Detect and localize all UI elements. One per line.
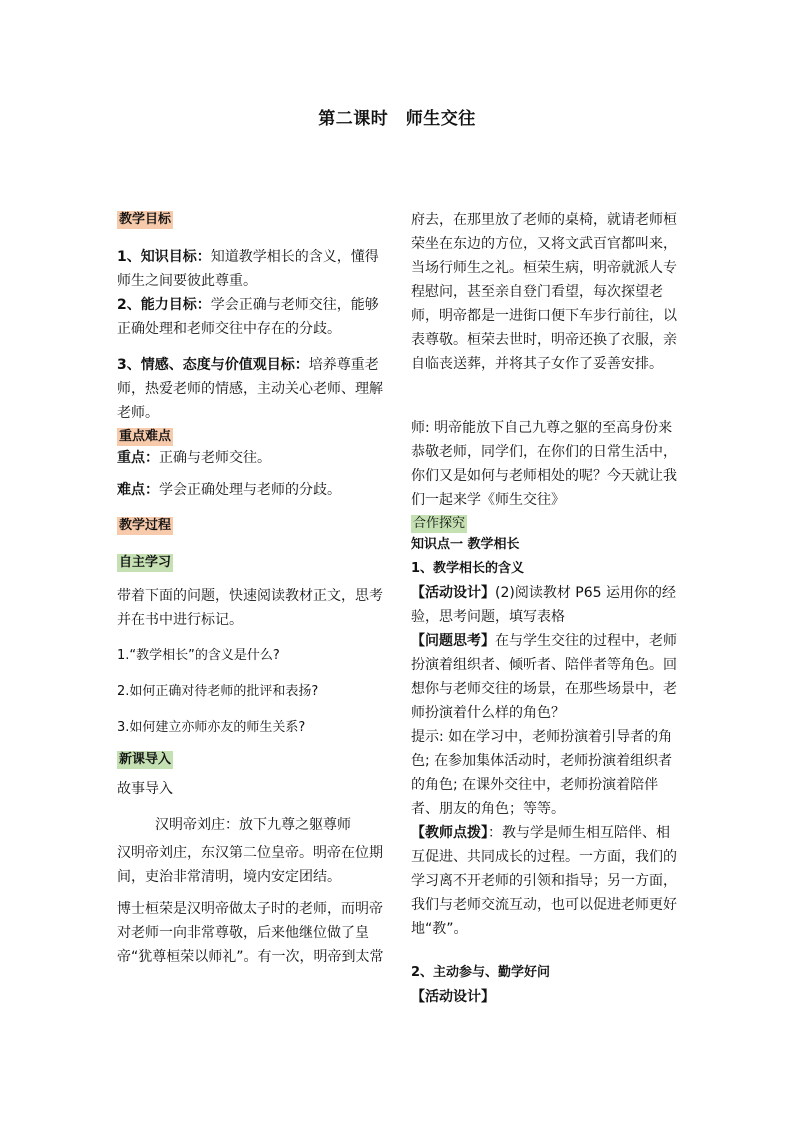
question-1: 1.“教学相长”的含义是什么? bbox=[117, 648, 280, 663]
activity-design-text: (2)阅读教材 P65 运用你的经验，思考问题，填写表格 bbox=[411, 585, 676, 625]
right-column bbox=[411, 208, 683, 1009]
goal-knowledge bbox=[117, 245, 389, 293]
section-heading-goals: 教学目标 bbox=[119, 212, 172, 227]
difficult-point bbox=[117, 478, 389, 502]
section-heading-process: 教学过程 bbox=[119, 518, 172, 533]
teacher-speech: 师: 明帝能放下自己九尊之躯的至高身份来恭敬老师，同学们，在你们的日常生活中，你们又是如何与老师相处的呢？今天就让我们一起来学《师生交往》 bbox=[411, 420, 677, 508]
question-2: 2.如何正确对待老师的批评和表扬? bbox=[117, 684, 319, 699]
knowledge-point-1: 知识点一 教学相长 bbox=[411, 537, 520, 552]
story-paragraph-1: 汉明帝刘庄，东汉第二位皇帝。明帝在位期间，吏治非常清明，境内安定团结。 bbox=[117, 845, 383, 885]
story-intro: 故事导入 bbox=[117, 781, 173, 797]
goal-knowledge-label: 1、知识目标： bbox=[117, 249, 211, 265]
hint-text: 提示: 如在学习中，老师扮演着引导者的角色; 在参加集体活动时，老师扮演着组织者的角色; 在课外交往中，老师扮演着陪伴者、朋友的角色；等等。 bbox=[411, 729, 673, 817]
key-point bbox=[117, 446, 389, 470]
section-heading-key-points: 重点难点 bbox=[119, 429, 172, 444]
section-heading-cooperation: 合作探究 bbox=[413, 516, 466, 531]
question-thinking-text: 在与学生交往的过程中，老师扮演着组织者、倾听者、陪伴者等角色。回想你与老师交往的场景，在那些场景中，老师扮演着什么样的角色？ bbox=[411, 633, 677, 721]
key-point-text: 正确与老师交往。 bbox=[159, 450, 271, 466]
page-title: 第二课时 师生交往 bbox=[318, 109, 476, 129]
question-3: 3.如何建立亦师亦友的师生关系? bbox=[117, 720, 306, 735]
teacher-tip-label: 【教师点拨】 bbox=[411, 825, 488, 841]
goal-attitude-label: 3、情感、态度与价值观目标： bbox=[117, 357, 309, 373]
activity-design-2: 【活动设计】 bbox=[411, 989, 495, 1005]
subheading-meaning: 1、教学相长的含义 bbox=[411, 561, 525, 576]
activity-design-label: 【活动设计】 bbox=[411, 585, 495, 601]
difficult-point-label: 难点： bbox=[117, 482, 159, 498]
goal-knowledge-text: 知道教学相长的含义，懂得师生之间要彼此尊重。 bbox=[117, 249, 379, 289]
section-heading-new-lesson: 新课导入 bbox=[119, 752, 172, 767]
goal-ability-text: 学会正确与老师交往，能够正确处理和老师交往中存在的分歧。 bbox=[117, 297, 379, 337]
activity-design bbox=[411, 581, 683, 629]
goal-attitude-text: 培养尊重老师，热爱老师的情感，主动关心老师、理解老师。 bbox=[117, 357, 383, 421]
difficult-point-text: 学会正确处理与老师的分歧。 bbox=[159, 482, 341, 498]
section-heading-self-study: 自主学习 bbox=[119, 555, 172, 570]
goal-ability-label: 2、能力目标： bbox=[117, 297, 211, 313]
self-study-intro: 带着下面的问题，快速阅读教材正文，思考并在书中进行标记。 bbox=[117, 588, 383, 628]
story-title: 汉明帝刘庄：放下九尊之躯尊师 bbox=[155, 817, 351, 833]
goal-ability bbox=[117, 293, 389, 341]
story-paragraph-2: 博士桓荣是汉明帝做太子时的老师，而明帝对老师一向非常尊敬，后来他继位做了皇帝“犹尊桓荣以师礼”。有一次，明帝到太常 bbox=[117, 901, 384, 965]
teacher-tip bbox=[411, 821, 683, 941]
question-thinking bbox=[411, 629, 683, 725]
goal-attitude bbox=[117, 353, 389, 425]
question-thinking-label: 【问题思考】 bbox=[411, 633, 495, 649]
story-continuation: 府去，在那里放了老师的桌椅，就请老师桓荣坐在东边的方位，又将文武百官都叫来，当场行师生之礼。桓荣生病，明帝就派人专程慰问，甚至亲自登门看望，每次探望老师，明帝都是一进街口便下车步行前往，以表尊敬。桓荣去世时，明帝还换了衣服，亲自临丧送葬，并将其子女作了妥善安排。 bbox=[411, 212, 677, 372]
subheading-participate: 2、主动参与、勤学好问 bbox=[411, 965, 551, 980]
teacher-tip-text: ：教与学是师生相互陪伴、相互促进、共同成长的过程。一方面，我们的学习离不开老师的引领和指导；另一方面，我们与老师交流互动，也可以促进老师更好地“教”。 bbox=[411, 825, 677, 937]
left-column bbox=[117, 208, 389, 969]
key-point-label: 重点： bbox=[117, 450, 159, 466]
